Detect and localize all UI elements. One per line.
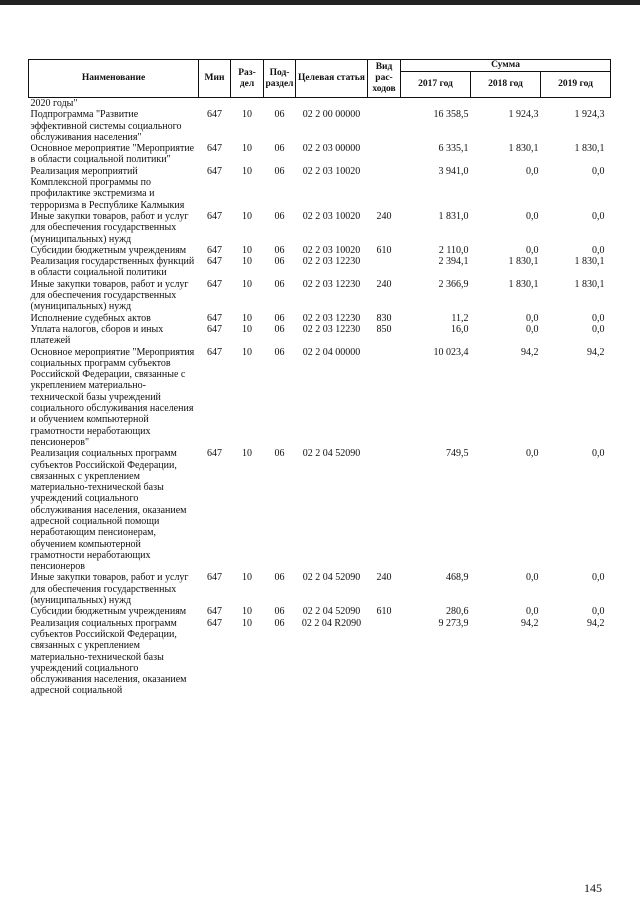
page-number: 145 [584, 881, 602, 895]
cell-y2017: 11,2 [451, 312, 469, 324]
cell-razdel: 10 [242, 256, 252, 268]
cell-statya [296, 98, 368, 110]
table-row [29, 606, 611, 617]
cell-y2019: 0,0 [592, 210, 605, 222]
table-header [29, 60, 611, 98]
cell-statya: 02 2 03 12230 [302, 278, 361, 290]
cell-y2018 [471, 98, 541, 110]
table-row [29, 347, 611, 449]
cell-razdel: 10 [242, 244, 252, 256]
cell-podrazdel: 06 [274, 143, 285, 155]
cell-razdel: 10 [242, 572, 252, 584]
table-row [29, 572, 611, 606]
cell-name: Реализация социальных программ субъектов Российской Федерации, связанных с укреплением материально-технической базы учреждений социального обслуживания населения, оказанием адресной социальной [30, 617, 187, 697]
cell-vid: 610 [376, 606, 392, 618]
cell-y2017: 10 023,4 [433, 346, 469, 358]
cell-statya: 02 2 04 R2090 [301, 617, 362, 629]
cell-vid [368, 256, 401, 279]
cell-min: 647 [207, 278, 222, 290]
cell-min: 647 [207, 256, 222, 268]
cell-y2019: 0,0 [592, 323, 605, 335]
cell-razdel: 10 [242, 606, 252, 618]
cell-statya: 02 2 04 00000 [302, 346, 361, 358]
cell-name: Основное мероприятие "Мероприятие в области социальной политики" [30, 143, 195, 166]
cell-min: 647 [207, 312, 222, 324]
cell-min: 647 [207, 448, 222, 460]
cell-statya: 02 2 03 10020 [302, 244, 361, 256]
cell-statya: 02 2 03 10020 [302, 210, 361, 222]
header-summa: Сумма [401, 60, 611, 72]
cell-y2019: 0,0 [592, 572, 605, 584]
cell-vid: 610 [376, 244, 392, 256]
header-min: Мин [199, 60, 231, 98]
cell-razdel: 10 [242, 323, 252, 335]
budget-table [28, 59, 611, 697]
cell-y2019: 0,0 [592, 312, 605, 324]
cell-min: 647 [207, 617, 222, 629]
cell-y2017: 16,0 [451, 323, 469, 335]
cell-vid [368, 109, 401, 143]
cell-podrazdel: 06 [274, 346, 285, 358]
cell-y2017: 1 831,0 [438, 210, 469, 222]
cell-vid [368, 618, 401, 697]
cell-vid [368, 143, 401, 166]
cell-y2018: 94,2 [521, 346, 539, 358]
cell-y2019: 1 830,1 [574, 278, 605, 290]
table-row [29, 109, 611, 143]
cell-podrazdel: 06 [274, 312, 285, 324]
cell-podrazdel: 06 [274, 109, 285, 121]
cell-y2017 [401, 98, 471, 110]
table-row [29, 98, 611, 110]
cell-vid: 850 [376, 323, 392, 335]
cell-podrazdel: 06 [274, 606, 285, 618]
cell-statya: 02 2 03 00000 [302, 143, 361, 155]
cell-y2019: 94,2 [587, 346, 605, 358]
cell-podrazdel [264, 98, 296, 110]
cell-y2017: 468,9 [446, 572, 469, 584]
cell-min: 647 [207, 109, 222, 121]
cell-podrazdel: 06 [274, 244, 285, 256]
cell-vid: 240 [376, 572, 392, 584]
cell-razdel: 10 [242, 278, 252, 290]
cell-y2019: 0,0 [592, 165, 605, 177]
table-row [29, 448, 611, 572]
cell-name: Исполнение судебных актов [30, 312, 151, 324]
cell-min: 647 [207, 210, 222, 222]
cell-name: 2020 годы" [30, 98, 78, 109]
cell-y2018: 0,0 [526, 448, 539, 460]
cell-statya: 02 2 04 52090 [302, 448, 361, 460]
cell-y2017: 3 941,0 [438, 165, 469, 177]
cell-min: 647 [207, 572, 222, 584]
header-statya: Целевая статья [296, 60, 368, 98]
cell-y2017: 6 335,1 [438, 143, 469, 155]
cell-podrazdel: 06 [274, 323, 285, 335]
cell-y2019: 0,0 [592, 606, 605, 618]
cell-name: Реализация мероприятий Комплексной программы по профилактике экстремизма и терроризма в Республике Калмыкия [30, 165, 185, 211]
cell-name: Основное мероприятие "Мероприятия социальных программ субъектов Российской Федерации, связанные с укреплением материально-технической базы учреждений социального обслуживания населения и обучением компьютерной грамотности неработающих пенсионеров" [30, 346, 195, 448]
header-vid: Вид рас-ходов [368, 60, 401, 98]
cell-min: 647 [207, 143, 222, 155]
cell-podrazdel: 06 [274, 256, 285, 268]
table-row [29, 143, 611, 166]
cell-y2018: 0,0 [526, 210, 539, 222]
cell-name: Субсидии бюджетным учреждениям [30, 244, 187, 256]
cell-y2018: 0,0 [526, 323, 539, 335]
cell-min [199, 98, 231, 110]
cell-y2019: 94,2 [587, 617, 605, 629]
cell-y2017: 2 394,1 [438, 256, 469, 268]
cell-y2017: 16 358,5 [433, 109, 469, 121]
table-row [29, 245, 611, 256]
cell-name: Реализация социальных программ субъектов Российской Федерации, связанных с укреплением материально-технической базы учреждений социального обслуживания населения, оказанием адресной социальной помощи неработающим пенсионерам, обучением компьютерной грамотности неработающих пенсионеров [30, 448, 187, 573]
cell-min: 647 [207, 165, 222, 177]
cell-y2017: 280,6 [446, 606, 469, 618]
cell-y2018: 1 830,1 [508, 143, 539, 155]
cell-podrazdel: 06 [274, 617, 285, 629]
cell-min: 647 [207, 606, 222, 618]
cell-razdel [231, 98, 264, 110]
cell-statya: 02 2 03 12230 [302, 323, 361, 335]
cell-razdel: 10 [242, 617, 252, 629]
cell-y2017: 9 273,9 [438, 617, 469, 629]
cell-vid [368, 448, 401, 572]
cell-y2019 [541, 98, 611, 110]
cell-statya: 02 2 04 52090 [302, 606, 361, 618]
cell-min: 647 [207, 346, 222, 358]
cell-vid: 240 [376, 278, 392, 290]
cell-y2017: 2 110,0 [438, 244, 469, 256]
cell-y2018: 0,0 [526, 165, 539, 177]
cell-y2017: 749,5 [446, 448, 469, 460]
cell-statya: 02 2 04 52090 [302, 572, 361, 584]
cell-statya: 02 2 03 10020 [302, 165, 361, 177]
cell-y2019: 0,0 [592, 244, 605, 256]
header-podrazdel: Под-раздел [264, 60, 296, 98]
cell-y2018: 0,0 [526, 244, 539, 256]
cell-y2019: 1 830,1 [574, 256, 605, 268]
cell-y2019: 1 924,3 [574, 109, 605, 121]
cell-name: Иные закупки товаров, работ и услуг для обеспечения государственных (муниципальных) нужд [30, 210, 189, 245]
table-row [29, 313, 611, 324]
header-2018: 2018 год [471, 72, 541, 98]
cell-razdel: 10 [242, 346, 252, 358]
cell-y2018: 0,0 [526, 606, 539, 618]
cell-vid [368, 347, 401, 449]
top-border-line [0, 0, 640, 5]
table-row [29, 211, 611, 245]
cell-y2018: 1 924,3 [508, 109, 539, 121]
cell-y2019: 0,0 [592, 448, 605, 460]
cell-statya: 02 2 03 12230 [302, 312, 361, 324]
cell-statya: 02 2 03 12230 [302, 256, 361, 268]
cell-name: Иные закупки товаров, работ и услуг для обеспечения государственных (муниципальных) нужд [30, 278, 189, 313]
cell-podrazdel: 06 [274, 210, 285, 222]
cell-razdel: 10 [242, 143, 252, 155]
cell-podrazdel: 06 [274, 572, 285, 584]
header-name: Наименование [29, 60, 199, 98]
table-row [29, 618, 611, 697]
cell-razdel: 10 [242, 448, 252, 460]
cell-vid [368, 166, 401, 211]
header-2017: 2017 год [401, 72, 471, 98]
cell-y2018: 0,0 [526, 312, 539, 324]
cell-vid: 240 [376, 210, 392, 222]
cell-name: Реализация государственных функций в области социальной политики [30, 256, 195, 279]
cell-name: Уплата налогов, сборов и иных платежей [30, 323, 164, 347]
cell-y2018: 1 830,1 [508, 256, 539, 268]
header-2019: 2019 год [541, 72, 611, 98]
table-row [29, 166, 611, 211]
cell-razdel: 10 [242, 109, 252, 121]
cell-podrazdel: 06 [274, 448, 285, 460]
cell-y2017: 2 366,9 [438, 278, 469, 290]
cell-name: Иные закупки товаров, работ и услуг для обеспечения государственных (муниципальных) нужд [30, 572, 189, 607]
cell-podrazdel: 06 [274, 165, 285, 177]
cell-podrazdel: 06 [274, 278, 285, 290]
table-row [29, 279, 611, 313]
cell-y2018: 0,0 [526, 572, 539, 584]
cell-razdel: 10 [242, 210, 252, 222]
cell-name: Подпрограмма "Развитие эффективной системы социального обслуживания населения" [30, 109, 182, 143]
cell-y2018: 94,2 [521, 617, 539, 629]
header-razdel: Раз-дел [231, 60, 264, 98]
table-row [29, 324, 611, 347]
cell-min: 647 [207, 244, 222, 256]
cell-y2018: 1 830,1 [508, 278, 539, 290]
table-row [29, 256, 611, 279]
cell-statya: 02 2 00 00000 [302, 109, 361, 121]
cell-y2019: 1 830,1 [574, 143, 605, 155]
cell-vid [368, 98, 401, 110]
cell-min: 647 [207, 323, 222, 335]
cell-razdel: 10 [242, 312, 252, 324]
table-body [29, 98, 611, 697]
cell-vid: 830 [376, 312, 392, 324]
cell-name: Субсидии бюджетным учреждениям [30, 606, 187, 618]
cell-razdel: 10 [242, 165, 252, 177]
